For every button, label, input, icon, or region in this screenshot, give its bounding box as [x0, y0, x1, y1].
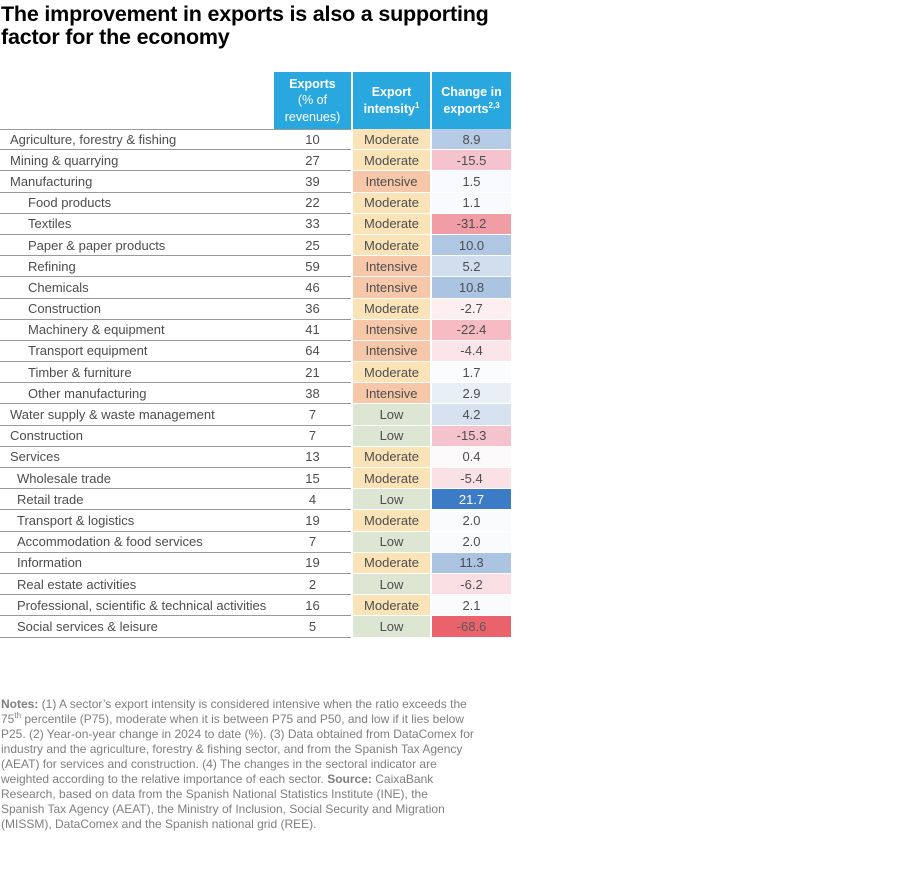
table-row — [0, 447, 511, 468]
table-header-row — [0, 72, 511, 129]
intensity-cell: Moderate — [353, 299, 430, 320]
sector-label: Refining — [0, 256, 274, 277]
sector-label: Construction — [0, 299, 274, 320]
sector-label: Chemicals — [0, 277, 274, 298]
sector-label: Machinery & equipment — [0, 320, 274, 341]
intensity-cell: Intensive — [353, 277, 430, 298]
table-row — [0, 574, 511, 595]
table-row — [0, 532, 511, 553]
intensity-cell: Intensive — [353, 256, 430, 277]
table-row — [0, 256, 511, 277]
intensity-cell: Moderate — [353, 468, 430, 489]
header-intensity-label: Export intensity$^1$ — [363, 85, 420, 116]
notes-text-1: (1) A sector’s export intensity is considered intensive when the ratio exceeds the 75 — [1, 697, 467, 726]
intensity-cell: Low — [353, 532, 430, 553]
source-text: CaixaBank Research, based on data from the Spanish National Statistics Institute (INE), the Spanish Tax Agency (AEAT), the Ministry of Inclusion, Social Security and Migration (MISSM), DataComex and the Spanish national grid (REE). — [1, 771, 445, 831]
table-row — [0, 468, 511, 489]
change-cell: 21.7 — [432, 489, 511, 510]
sector-label: Manufacturing — [0, 171, 274, 192]
change-cell: -6.2 — [432, 574, 511, 595]
notes-sup-th: th — [14, 710, 22, 720]
table-row — [0, 299, 511, 320]
intensity-cell: Moderate — [353, 214, 430, 235]
change-cell: -15.5 — [432, 150, 511, 171]
change-cell: 2.1 — [432, 595, 511, 616]
change-cell: -31.2 — [432, 214, 511, 235]
intensity-cell: Moderate — [353, 447, 430, 468]
change-cell: -5.4 — [432, 468, 511, 489]
header-change-label: Change in exports$^{2,3}$ — [441, 85, 502, 116]
exports-value: 64 — [274, 341, 351, 362]
exports-value: 36 — [274, 299, 351, 320]
table-row — [0, 426, 511, 447]
table-row — [0, 150, 511, 171]
change-cell: -4.4 — [432, 341, 511, 362]
change-cell: 1.5 — [432, 171, 511, 192]
table-row — [0, 489, 511, 510]
intensity-cell: Low — [353, 426, 430, 447]
intensity-cell: Intensive — [353, 383, 430, 404]
intensity-cell: Intensive — [353, 320, 430, 341]
exports-value: 13 — [274, 447, 351, 468]
table-row — [0, 510, 511, 531]
exports-value: 19 — [274, 510, 351, 531]
intensity-cell: Intensive — [353, 341, 430, 362]
exports-value: 7 — [274, 404, 351, 425]
change-cell: -68.6 — [432, 616, 511, 637]
table-row — [0, 171, 511, 192]
change-cell: 8.9 — [432, 129, 511, 150]
change-cell: 0.4 — [432, 447, 511, 468]
intensity-cell: Moderate — [353, 235, 430, 256]
table-row — [0, 553, 511, 574]
table-row — [0, 404, 511, 425]
sector-label: Services — [0, 447, 274, 468]
table-row — [0, 616, 511, 637]
change-cell: 1.1 — [432, 193, 511, 214]
sector-label: Agriculture, forestry & fishing — [0, 129, 274, 150]
sector-label: Paper & paper products — [0, 235, 274, 256]
change-cell: -2.7 — [432, 299, 511, 320]
sector-label: Social services & leisure — [0, 616, 274, 637]
table-row — [0, 383, 511, 404]
table-row — [0, 320, 511, 341]
exports-value: 7 — [274, 426, 351, 447]
exports-value: 25 — [274, 235, 351, 256]
intensity-cell: Moderate — [353, 150, 430, 171]
exports-value: 22 — [274, 193, 351, 214]
change-cell: 2.0 — [432, 510, 511, 531]
intensity-cell: Low — [353, 404, 430, 425]
sector-label: Real estate activities — [0, 574, 274, 595]
sector-label: Professional, scientific & technical activities — [0, 595, 274, 616]
intensity-cell: Moderate — [353, 595, 430, 616]
exports-value: 7 — [274, 532, 351, 553]
table-row — [0, 277, 511, 298]
exports-value: 19 — [274, 553, 351, 574]
header-change — [432, 72, 511, 129]
header-intensity-sup: 1 — [414, 100, 420, 110]
header-exports — [274, 72, 351, 129]
exports-value: 15 — [274, 468, 351, 489]
sector-label: Other manufacturing — [0, 383, 274, 404]
intensity-cell: Low — [353, 574, 430, 595]
sector-label: Water supply & waste management — [0, 404, 274, 425]
table-body — [0, 129, 511, 638]
sector-label: Wholesale trade — [0, 468, 274, 489]
exports-value: 27 — [274, 150, 351, 171]
exports-value: 16 — [274, 595, 351, 616]
chart-title: The improvement in exports is also a supporting factor for the economy — [1, 2, 489, 49]
exports-value: 2 — [274, 574, 351, 595]
change-cell: 4.2 — [432, 404, 511, 425]
intensity-cell: Moderate — [353, 553, 430, 574]
intensity-cell: Low — [353, 616, 430, 637]
table-row — [0, 341, 511, 362]
header-exports-line1: Exports — [289, 77, 336, 92]
header-spacer — [0, 72, 274, 129]
change-cell: 10.0 — [432, 235, 511, 256]
table-row — [0, 235, 511, 256]
sector-label: Transport & logistics — [0, 510, 274, 531]
intensity-cell: Moderate — [353, 362, 430, 383]
exports-value: 46 — [274, 277, 351, 298]
sector-label: Textiles — [0, 214, 274, 235]
exports-value: 10 — [274, 129, 351, 150]
sector-label: Information — [0, 553, 274, 574]
table-row — [0, 129, 511, 150]
exports-value: 38 — [274, 383, 351, 404]
table-row — [0, 214, 511, 235]
sector-label: Food products — [0, 193, 274, 214]
exports-value: 21 — [274, 362, 351, 383]
sector-label: Mining & quarrying — [0, 150, 274, 171]
change-cell: 5.2 — [432, 256, 511, 277]
exports-table — [0, 72, 511, 638]
change-cell: 11.3 — [432, 553, 511, 574]
intensity-cell: Moderate — [353, 193, 430, 214]
exports-value: 41 — [274, 320, 351, 341]
header-intensity — [353, 72, 430, 129]
sector-label: Timber & furniture — [0, 362, 274, 383]
exports-value: 59 — [274, 256, 351, 277]
table-row — [0, 595, 511, 616]
header-change-sup: 2,3 — [488, 100, 500, 110]
notes-label: Notes: — [1, 697, 39, 711]
sector-label: Construction — [0, 426, 274, 447]
intensity-cell: Moderate — [353, 129, 430, 150]
intensity-cell: Low — [353, 489, 430, 510]
change-cell: 2.0 — [432, 532, 511, 553]
notes-block — [1, 697, 474, 831]
header-exports-line2: (% of revenues) — [284, 93, 341, 124]
intensity-cell: Moderate — [353, 510, 430, 531]
exports-value: 4 — [274, 489, 351, 510]
exports-value: 39 — [274, 171, 351, 192]
change-cell: 2.9 — [432, 383, 511, 404]
change-cell: 1.7 — [432, 362, 511, 383]
exports-value: 5 — [274, 616, 351, 637]
table-row — [0, 362, 511, 383]
sector-label: Accommodation & food services — [0, 532, 274, 553]
table-row — [0, 193, 511, 214]
exports-value: 33 — [274, 214, 351, 235]
notes-text-2: percentile (P75), moderate when it is between P75 and P50, and low if it lies below P25. (2) Year-on-year change in 2024 to date (%). (3) Data obtained from DataComex for industry and the agriculture, forestry & fishing sector, and from the Spanish Tax Agency (AEAT) for services and construction. (4) The changes in the sectoral indicator are weighted according to the relative importance of each sector. — [1, 711, 474, 786]
source-label: Source: — [327, 771, 372, 786]
change-cell: -22.4 — [432, 320, 511, 341]
change-cell: -15.3 — [432, 426, 511, 447]
sector-label: Transport equipment — [0, 341, 274, 362]
change-cell: 10.8 — [432, 277, 511, 298]
intensity-cell: Intensive — [353, 171, 430, 192]
sector-label: Retail trade — [0, 489, 274, 510]
